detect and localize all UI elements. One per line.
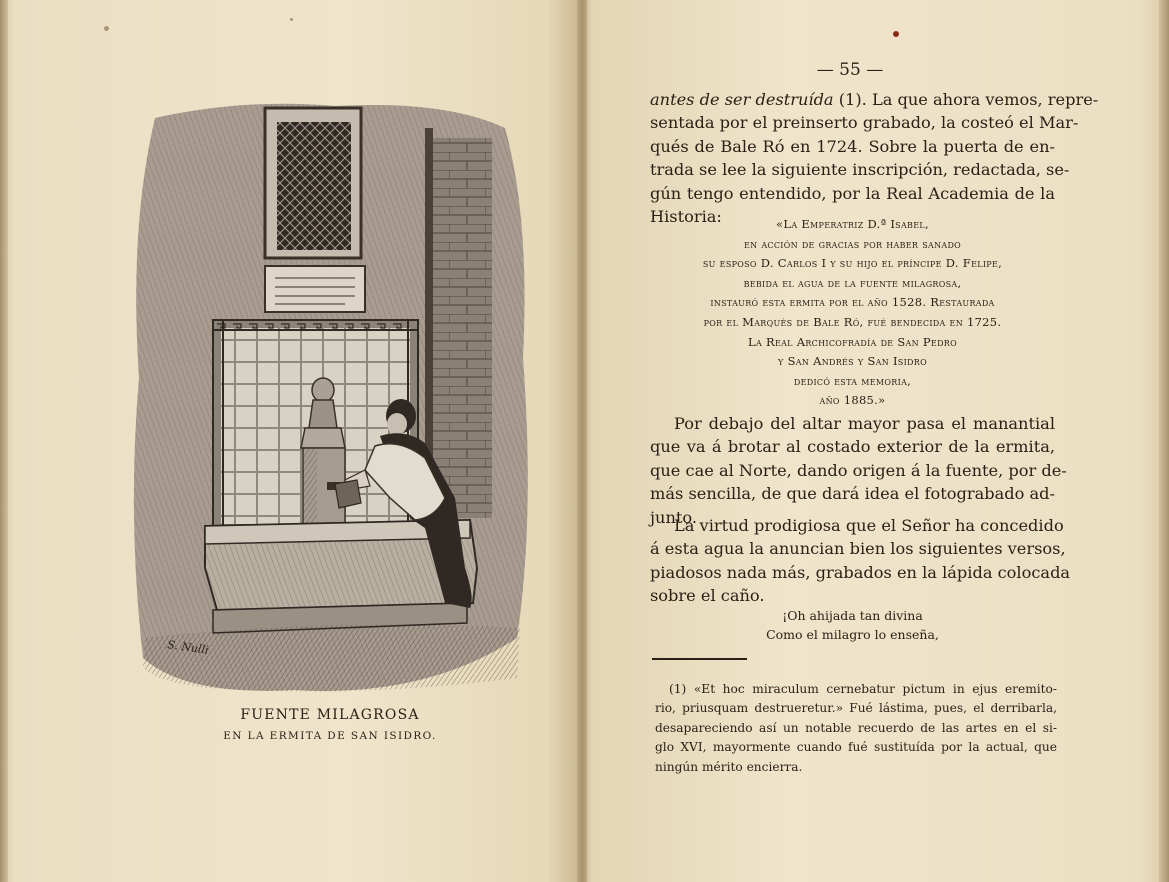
inscription-line: dedicó esta memoria, [793, 373, 912, 388]
footnote-line: rio, priusquam destrueretur.» Fué lástima, pues, el derribarla, [655, 701, 1057, 716]
inscription [650, 215, 1055, 411]
paragraph-line: gún tengo entendido, por la Real Academia de la [650, 183, 1055, 203]
footnote-line: ningún mérito encierra. [655, 759, 803, 774]
paragraph-line: trada se lee la siguiente inscripción, redactada, se- [650, 160, 1070, 180]
paragraph-line: qués de Bale Ró en 1724. Sobre la puerta de en- [650, 136, 1055, 156]
page-number: — 55 — [816, 60, 884, 80]
inscription-line: instauró esta ermita por el año 1528. Restaurada [710, 295, 995, 310]
fountain-engraving [125, 98, 535, 698]
paragraph-2 [650, 412, 1067, 529]
paragraph-line: sentada por el preinserto grabado, la costeó el Mar- [650, 113, 1079, 133]
footnote-line: (1) «Et hoc miraculum cernebatur pictum in ejus eremito- [669, 682, 1057, 696]
inscription-line: en acción de gracias por haber sanado [743, 236, 962, 251]
line-text: (1). La que ahora vemos, repre- [833, 90, 1099, 109]
paragraph-line: junto. [650, 507, 697, 527]
verse-line: Como el milagro lo enseña, [766, 626, 939, 642]
inscription-line: año 1885.» [819, 393, 886, 408]
verse-line: ¡Oh ahijada tan divina [782, 608, 923, 623]
paragraph-3 [650, 514, 1071, 608]
footnote-line: desapareciendo así un notable recuerdo de las artes en el si- [655, 720, 1057, 735]
footnote [655, 680, 1057, 777]
paper-speck [104, 26, 109, 31]
footnote-rule [652, 658, 747, 660]
left-page-edge [0, 0, 8, 882]
paragraph-line: La virtud prodigiosa que el Señor ha concedido [674, 516, 1064, 535]
paragraph-line: piadosos nada más, grabados en la lápida colocada [650, 562, 1071, 582]
paragraph-line [650, 88, 1099, 111]
italic-phrase: antes de ser destruída [650, 90, 834, 109]
paragraph-line: á esta agua la anuncian bien los siguientes versos, [650, 539, 1066, 559]
inscription-line: por el Marqués de Bale Ró, fué bendecida en 1725. [703, 314, 1002, 329]
paper-speck [893, 31, 899, 37]
paragraph-line: sobre el caño. [650, 586, 765, 606]
inscription-line: «La Emperatriz D.ª Isabel, [776, 217, 929, 231]
paragraph-line: Historia: [650, 207, 722, 227]
paragraph-1 [650, 88, 1099, 228]
paper-speck [290, 18, 293, 21]
inscription-line: y San Andrés y San Isidro [778, 354, 927, 369]
paragraph-line: más sencilla, de que dará idea el fotograbado ad- [650, 484, 1055, 504]
inscription-line: La Real Archicofradía de San Pedro [748, 334, 957, 349]
engraver-signature: S. Nulli [166, 638, 210, 657]
footnote-line: glo XVI, mayormente cuando fué sustituída por la actual, que [655, 740, 1057, 755]
paragraph-line: que va á brotar al costado exterior de la ermita, [650, 437, 1055, 457]
inscription-line: bebida el agua de la fuente milagrosa, [743, 275, 962, 290]
caption-subtitle: EN LA ERMITA DE SAN ISIDRO. [223, 730, 437, 742]
caption-title: FUENTE MILAGROSA [240, 707, 420, 723]
paragraph-line: que cae al Norte, dando origen á la fuente, por de- [650, 460, 1067, 480]
inscription-line: su esposo D. Carlos I y su hijo el príncipe D. Felipe, [702, 256, 1003, 271]
verse [650, 607, 1055, 644]
right-page-edge [1159, 0, 1169, 882]
book-gutter [577, 0, 587, 882]
paragraph-line: Por debajo del altar mayor pasa el manantial [674, 414, 1055, 433]
